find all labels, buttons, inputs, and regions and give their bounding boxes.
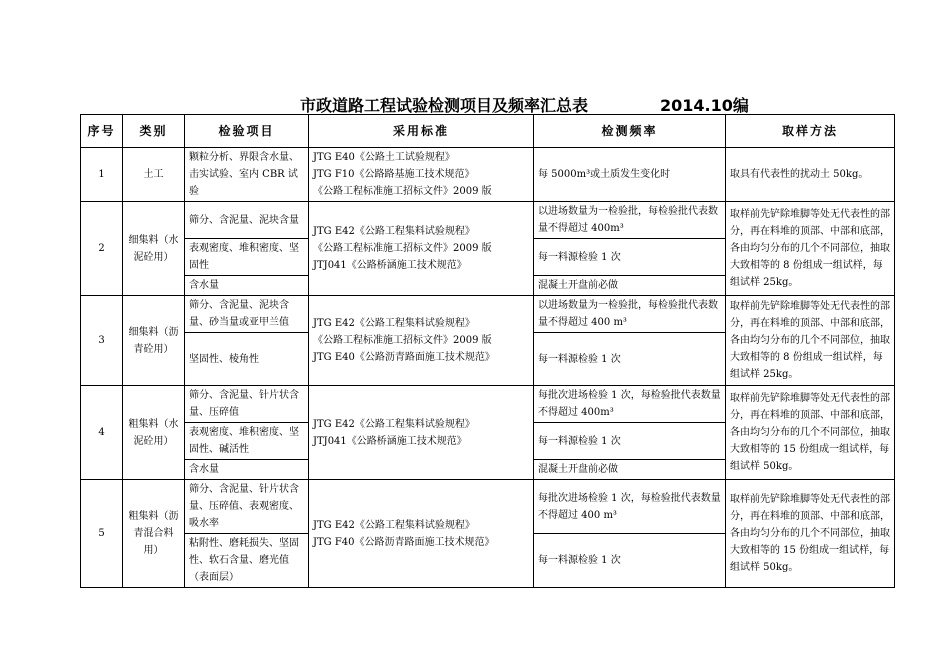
cell-frequency: 每一料源检验 1 次: [534, 534, 726, 588]
cell-frequency: 每一料源检验 1 次: [534, 423, 726, 460]
cell-frequency: 每批次进场检验 1 次，每检验批代表数量不得超过 400 m³: [534, 480, 726, 534]
cell-items: 筛分、含泥量、针片状含量、压碎值、表观密度、吸水率: [185, 480, 309, 534]
cell-category: 细集料（沥青砼用）: [123, 296, 185, 386]
cell-frequency: 每 5000m³或土质发生变化时: [534, 148, 726, 202]
table-row: [81, 480, 895, 534]
header-category: 类别: [123, 115, 185, 148]
cell-items: 表观密度、堆积密度、坚固性: [185, 239, 309, 276]
cell-frequency: 以进场数量为一检验批，每检验批代表数量不得超过 400 m³: [534, 296, 726, 333]
cell-items: 坚固性、棱角性: [185, 333, 309, 386]
table-row: [81, 202, 895, 239]
cell-items: 粘附性、磨耗损失、坚固性、软石含量、磨光值（表面层）: [185, 534, 309, 588]
table-row: [81, 148, 895, 202]
cell-items: 表观密度、堆积密度、坚固性、碱活性: [185, 423, 309, 460]
cell-frequency: 每一料源检验 1 次: [534, 333, 726, 386]
cell-items: 颗粒分析、界限含水量、击实试验、室内 CBR 试验: [185, 148, 309, 202]
cell-seq: 3: [81, 296, 123, 386]
header-standard: 采用标准: [309, 115, 534, 148]
header-items: 检验项目: [185, 115, 309, 148]
header-frequency: 检测频率: [534, 115, 726, 148]
cell-category: 粗集料（水泥砼用）: [123, 386, 185, 480]
cell-frequency: 以进场数量为一检验批，每检验批代表数量不得超过 400m³: [534, 202, 726, 239]
title-text: 市政道路工程试验检测项目及频率汇总表: [300, 96, 589, 115]
edition-label: 2014.10编: [660, 96, 749, 115]
cell-seq: 4: [81, 386, 123, 480]
cell-items: 含水量: [185, 460, 309, 480]
cell-standard: JTG E42《公路工程集料试验规程》 JTG F40《公路沥青路面施工技术规范》: [309, 480, 534, 588]
document-title: [300, 93, 749, 116]
cell-seq: 5: [81, 480, 123, 588]
cell-sampling: 取样前先铲除堆脚等处无代表性的部分，再在料堆的顶部、中部和底部，各由均匀分布的几个不同部位，抽取大致相等的 15 份组成一组试样，每组试样 50kg。: [726, 386, 895, 480]
cell-frequency: 每一料源检验 1 次: [534, 239, 726, 276]
table-row: [81, 296, 895, 333]
cell-frequency: 混凝土开盘前必做: [534, 276, 726, 296]
cell-category: 粗集料（沥青混合料用）: [123, 480, 185, 588]
cell-seq: 1: [81, 148, 123, 202]
header-seq: 序号: [81, 115, 123, 148]
cell-standard: JTG E42《公路工程集料试验规程》 《公路工程标准施工招标文件》2009 版 JTJ041《公路桥涵施工技术规范》: [309, 202, 534, 296]
cell-items: 含水量: [185, 276, 309, 296]
cell-sampling: 取样前先铲除堆脚等处无代表性的部分，再在料堆的顶部、中部和底部，各由均匀分布的几个不同部位，抽取大致相等的 8 份组成一组试样，每组试样 25kg。: [726, 202, 895, 296]
test-frequency-table: [80, 114, 895, 588]
cell-standard: JTG E42《公路工程集料试验规程》 JTJ041《公路桥涵施工技术规范》: [309, 386, 534, 480]
header-sampling: 取样方法: [726, 115, 895, 148]
cell-sampling: 取样前先铲除堆脚等处无代表性的部分，再在料堆的顶部、中部和底部，各由均匀分布的几个不同部位，抽取大致相等的 15 份组成一组试样，每组试样 50kg。: [726, 480, 895, 588]
cell-standard: JTG E40《公路土工试验规程》 JTG F10《公路路基施工技术规范》 《公路工程标准施工招标文件》2009 版: [309, 148, 534, 202]
table-row: [81, 386, 895, 423]
cell-standard: JTG E42《公路工程集料试验规程》 《公路工程标准施工招标文件》2009 版 JTG E40《公路沥青路面施工技术规范》: [309, 296, 534, 386]
cell-frequency: 每批次进场检验 1 次，每检验批代表数量不得超过 400m³: [534, 386, 726, 423]
cell-items: 筛分、含泥量、泥块含量: [185, 202, 309, 239]
cell-category: 土工: [123, 148, 185, 202]
cell-sampling: 取样前先铲除堆脚等处无代表性的部分，再在料堆的顶部、中部和底部，各由均匀分布的几个不同部位，抽取大致相等的 8 份组成一组试样，每组试样 25kg。: [726, 296, 895, 386]
table-header-row: [81, 115, 895, 148]
cell-sampling: 取具有代表性的扰动土 50kg。: [726, 148, 895, 202]
cell-seq: 2: [81, 202, 123, 296]
cell-frequency: 混凝土开盘前必做: [534, 460, 726, 480]
cell-items: 筛分、含泥量、泥块含量、砂当量或亚甲兰值: [185, 296, 309, 333]
cell-category: 细集料（水泥砼用）: [123, 202, 185, 296]
cell-items: 筛分、含泥量、针片状含量、压碎值: [185, 386, 309, 423]
